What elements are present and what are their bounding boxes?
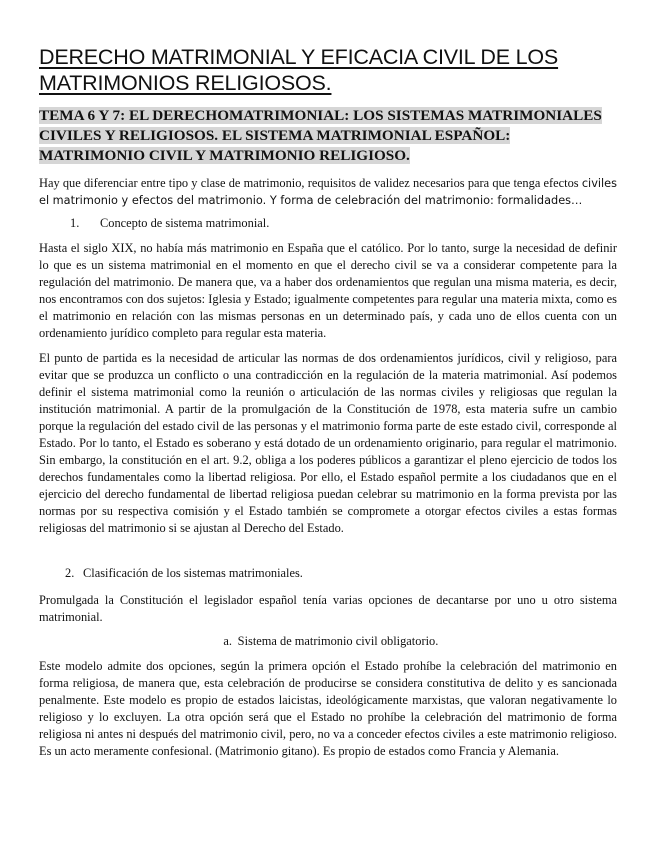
subsection-a-letter: a. bbox=[223, 634, 232, 648]
section-2-paragraph-2: Este modelo admite dos opciones, según la primera opción el Estado prohíbe la celebración del matrimonio en forma religiosa, de manera que, esta celebración de producirse se considera constitutiva de delito y es sancionada penalmente. Este modelo es propio de estados laicistas, ideológicamente marxistas, que valoran negativamente lo religioso y lo excluyen. La otra opción será que el Estado no prohíbe la celebración del matrimonio de forma religiosa ni antes ni después del matrimonio civil, pero, no va a conceder efectos civiles a este matrimonio religioso. Es un acto meramente confesional. (Matrimonio gitano). Es propio de estados como Francia y Alemania. bbox=[39, 659, 617, 758]
section-2-paragraph-1: Promulgada la Constitución el legislador español tenía varias opciones de decantarse por uno u otro sistema matrimonial. bbox=[39, 593, 617, 624]
intro-text-part1: Hay que diferenciar entre tipo y clase de matrimonio, requisitos de validez necesarios para que tenga efectos bbox=[39, 176, 579, 190]
subsection-a-heading bbox=[39, 633, 617, 650]
topic-heading bbox=[39, 106, 617, 166]
section-1-paragraph-2: El punto de partida es la necesidad de articular las normas de dos ordenamientos jurídicos, civil y religioso, para evitar que se produzca un conflicto o una contradicción en la regulación de la materia matrimonial. Así podemos definir el sistema matrimonial como la reunión o articulación de las normas civiles y religiosas que regulan la institución matrimonial. A partir de la promulgación de la Constitución de 1978, esta materia sufre un cambio porque la regulación del estado civil de las personas y el matrimonio forma parte de este estado civil, corresponde al Estado. Por lo tanto, el Estado es soberano y está dotado de un ordenamiento originario, para regular el matrimonio. Sin embargo, la constitución en el art. 9.2, obliga a los poderes públicos a garantizar el pleno ejercicio de todos los derechos fundamentales como la libertad religiosa. Por ello, el Estado español permite a los ciudadanos que en el ejercicio del derecho fundamental de libertad religiosa puedan celebrar su matrimonio en la forma prevista por las normas por su respectiva comisión y el Estado también se compromete a otorgar efectos civiles a estas formas religiosas del matrimonio si se ajustan al Derecho del Estado. bbox=[39, 351, 617, 535]
subsection-a-title: Sistema de matrimonio civil obligatorio. bbox=[237, 634, 439, 648]
section-2-number: 2. bbox=[65, 566, 75, 580]
section-2-heading bbox=[39, 565, 617, 582]
document-page bbox=[39, 44, 617, 760]
section-1-title: Concepto de sistema matrimonial. bbox=[100, 216, 270, 230]
section-1-number: 1. bbox=[70, 216, 80, 230]
intro-text-part2: civiles el matrimonio y efectos del matrimonio. Y forma de celebración del matrimonio: formalidades… bbox=[39, 177, 617, 207]
topic-heading-text: TEMA 6 Y 7: EL DERECHOMATRIMONIAL: LOS SISTEMAS MATRIMONIALES CIVILES Y RELIGIOSOS. EL SISTEMA MATRIMONIAL ESPAÑOL: MATRIMONIO CIVIL Y MATRIMONIO RELIGIOSO. bbox=[39, 107, 602, 164]
section-2-title: Clasificación de los sistemas matrimoniales. bbox=[83, 566, 303, 580]
section-1-paragraph-1: Hasta el siglo XIX, no había más matrimonio en España que el católico. Por lo tanto, surge la necesidad de definir lo que es un sistema matrimonial en el momento en que el derecho civil se va a considerar competente para la regulación del matrimonio. De manera que, va a haber dos ordenamientos que regulan una misma materia, es decir, nos encontramos con dos sujetos: Iglesia y Estado; igualmente competentes para regular una materia mixta, como es el matrimonio en relación con las mismas personas en un determinado país, y cada uno de ellos cuenta con un ordenamiento jurídico completo para regular esta materia. bbox=[39, 241, 617, 340]
section-1-heading bbox=[39, 215, 617, 232]
intro-paragraph bbox=[39, 175, 617, 209]
document-title: DERECHO MATRIMONIAL Y EFICACIA CIVIL DE LOS MATRIMONIOS RELIGIOSOS. bbox=[39, 45, 559, 95]
